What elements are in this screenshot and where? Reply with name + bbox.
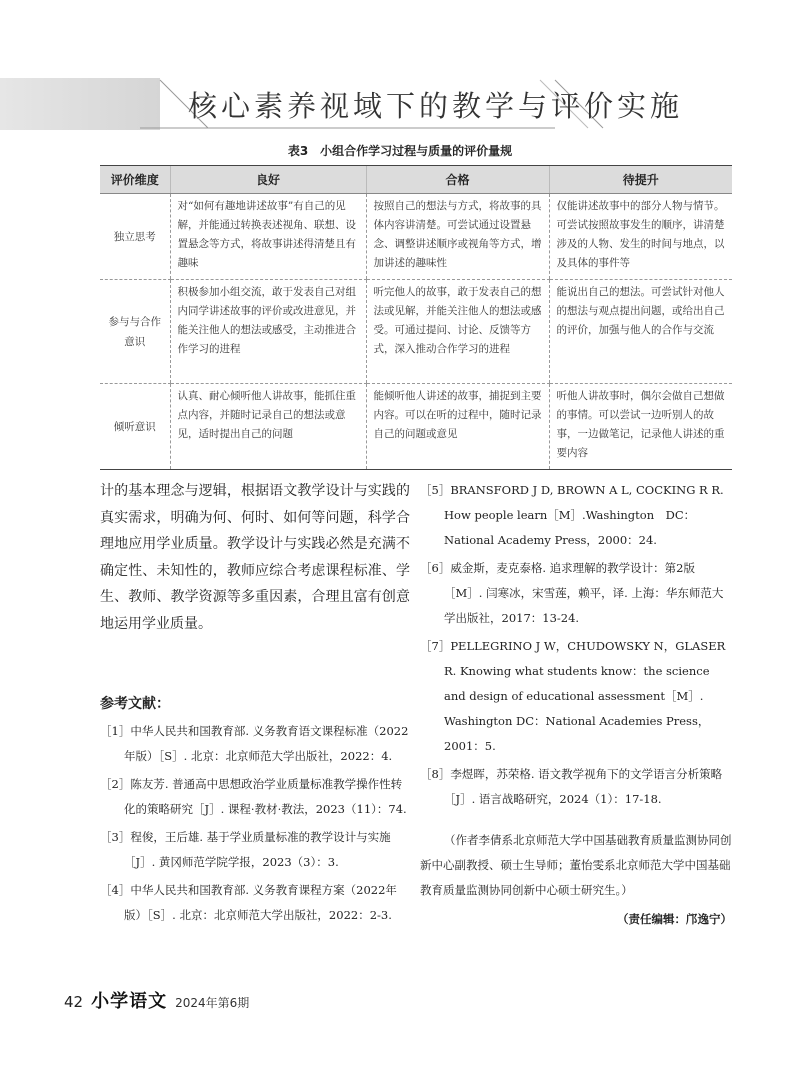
issue-label: 2024年第6期 — [175, 996, 250, 1010]
improve-cell: 仅能讲述故事中的部分人物与情节。可尝试按照故事发生的顺序，讲清楚涉及的人物、发生的时间与地点，以及具体的事件等 — [549, 194, 732, 280]
page-number: 42 — [64, 993, 84, 1011]
improve-cell: 听他人讲故事时，偶尔会做自己想做的事情。可以尝试一边听别人的故事，一边做笔记，记录他人讲述的重要内容 — [549, 384, 732, 470]
header-pass: 合格 — [366, 166, 549, 194]
table-row — [100, 280, 732, 384]
editor-credit: （责任编辑：邝逸宁） — [617, 912, 732, 926]
improve-cell: 能说出自己的想法。可尝试针对他人的想法与观点提出问题，或给出自己的评价，加强与他人的合作与交流 — [549, 280, 732, 384]
left-column — [100, 478, 410, 931]
reference-item: ［8］李煜晖，苏荣格. 语文教学视角下的文学语言分析策略［J］. 语言战略研究，2024（1）：17-18. — [420, 767, 723, 806]
header-title: 核心素养视域下的教学与评价实施 — [188, 89, 684, 123]
table-row — [100, 194, 732, 280]
dimension-cell: 独立思考 — [100, 194, 170, 280]
right-column — [420, 478, 732, 927]
table-row — [100, 384, 732, 470]
good-cell: 认真、耐心倾听他人讲故事，能抓住重点内容，并随时记录自己的想法或意见，适时提出自己的问题 — [170, 384, 366, 470]
reference-item: ［4］中华人民共和国教育部. 义务教育课程方案（2022年版）［S］. 北京：北京师范大学出版社，2022：2-3. — [100, 883, 397, 922]
references-title: 参考文献： — [100, 696, 170, 712]
body-paragraph: 计的基本理念与逻辑，根据语文教学设计与实践的真实需求，明确为何、何时、如何等问题，科学合理地应用学业质量。教学设计与实践必然是充满不确定性、未知性的，教师应综合考虑课程标准、学生、教师、教学资源等多重因素，合理且富有创意地运用学业质量。 — [100, 483, 410, 632]
reference-item: ［1］中华人民共和国教育部. 义务教育语文课程标准（2022年版）［S］. 北京：北京师范大学出版社，2022：4. — [100, 724, 409, 763]
magazine-name: 小学语文 — [91, 991, 168, 1012]
good-cell: 积极参加小组交流，敢于发表自己对组内同学讲述故事的评价或改进意见，并能关注他人的想法或感受，主动推进合作学习的进程 — [170, 280, 366, 384]
good-cell: 对“如何有趣地讲述故事”有自己的见解，并能通过转换表述视角、联想、设置悬念等方式，将故事讲述得清楚且有趣味 — [170, 194, 366, 280]
article-header — [0, 78, 800, 134]
reference-item: ［2］陈友芳. 普通高中思想政治学业质量标准教学操作性转化的策略研究［J］. 课程·教材·教法，2023（11）：74. — [100, 777, 407, 816]
pass-cell: 能倾听他人讲述的故事，捕捉到主要内容。可以在听的过程中，随时记录自己的问题或意见 — [366, 384, 549, 470]
reference-item: ［7］PELLEGRINO J W，CHUDOWSKY N，GLASER R. Knowing what students know：the science and design of educational assessment［M］. Washington DC：National Academies Press，2001：5. — [420, 639, 726, 753]
header-improve: 待提升 — [549, 166, 732, 194]
rubric-table — [100, 165, 732, 470]
reference-item: ［3］程俊，王后雄. 基于学业质量标准的教学设计与实施［J］. 黄冈师范学院学报，2023（3）：3. — [100, 830, 391, 869]
header-good: 良好 — [170, 166, 366, 194]
reference-item: ［6］威金斯，麦克泰格. 追求理解的教学设计：第2版［M］. 闫寒冰，宋雪莲，赖平，译. 上海：华东师范大学出版社，2017：13-24. — [420, 561, 724, 625]
table-caption: 表3 小组合作学习过程与质量的评价量规 — [287, 144, 513, 158]
page-footer — [64, 987, 250, 1012]
dimension-cell: 参与与合作意识 — [100, 280, 170, 384]
reference-item: ［5］BRANSFORD J D, BROWN A L, COCKING R R. How people learn［M］.Washington DC：National Academy Press，2000：24. — [420, 483, 724, 547]
table-header-row — [100, 166, 732, 194]
dimension-cell: 倾听意识 — [100, 384, 170, 470]
author-note: （作者李倩系北京师范大学中国基础教育质量监测协同创新中心副教授、硕士生导师；董怡雯系北京师范大学中国基础教育质量监测协同创新中心硕士研究生。） — [420, 833, 732, 897]
header-dimension: 评价维度 — [100, 166, 170, 194]
pass-cell: 按照自己的想法与方式，将故事的具体内容讲清楚。可尝试通过设置悬念、调整讲述顺序或视角等方式，增加讲述的趣味性 — [366, 194, 549, 280]
pass-cell: 听完他人的故事，敢于发表自己的想法或见解，并能关注他人的想法或感受。可通过提问、讨论、反馈等方式，深入推动合作学习的进程 — [366, 280, 549, 384]
